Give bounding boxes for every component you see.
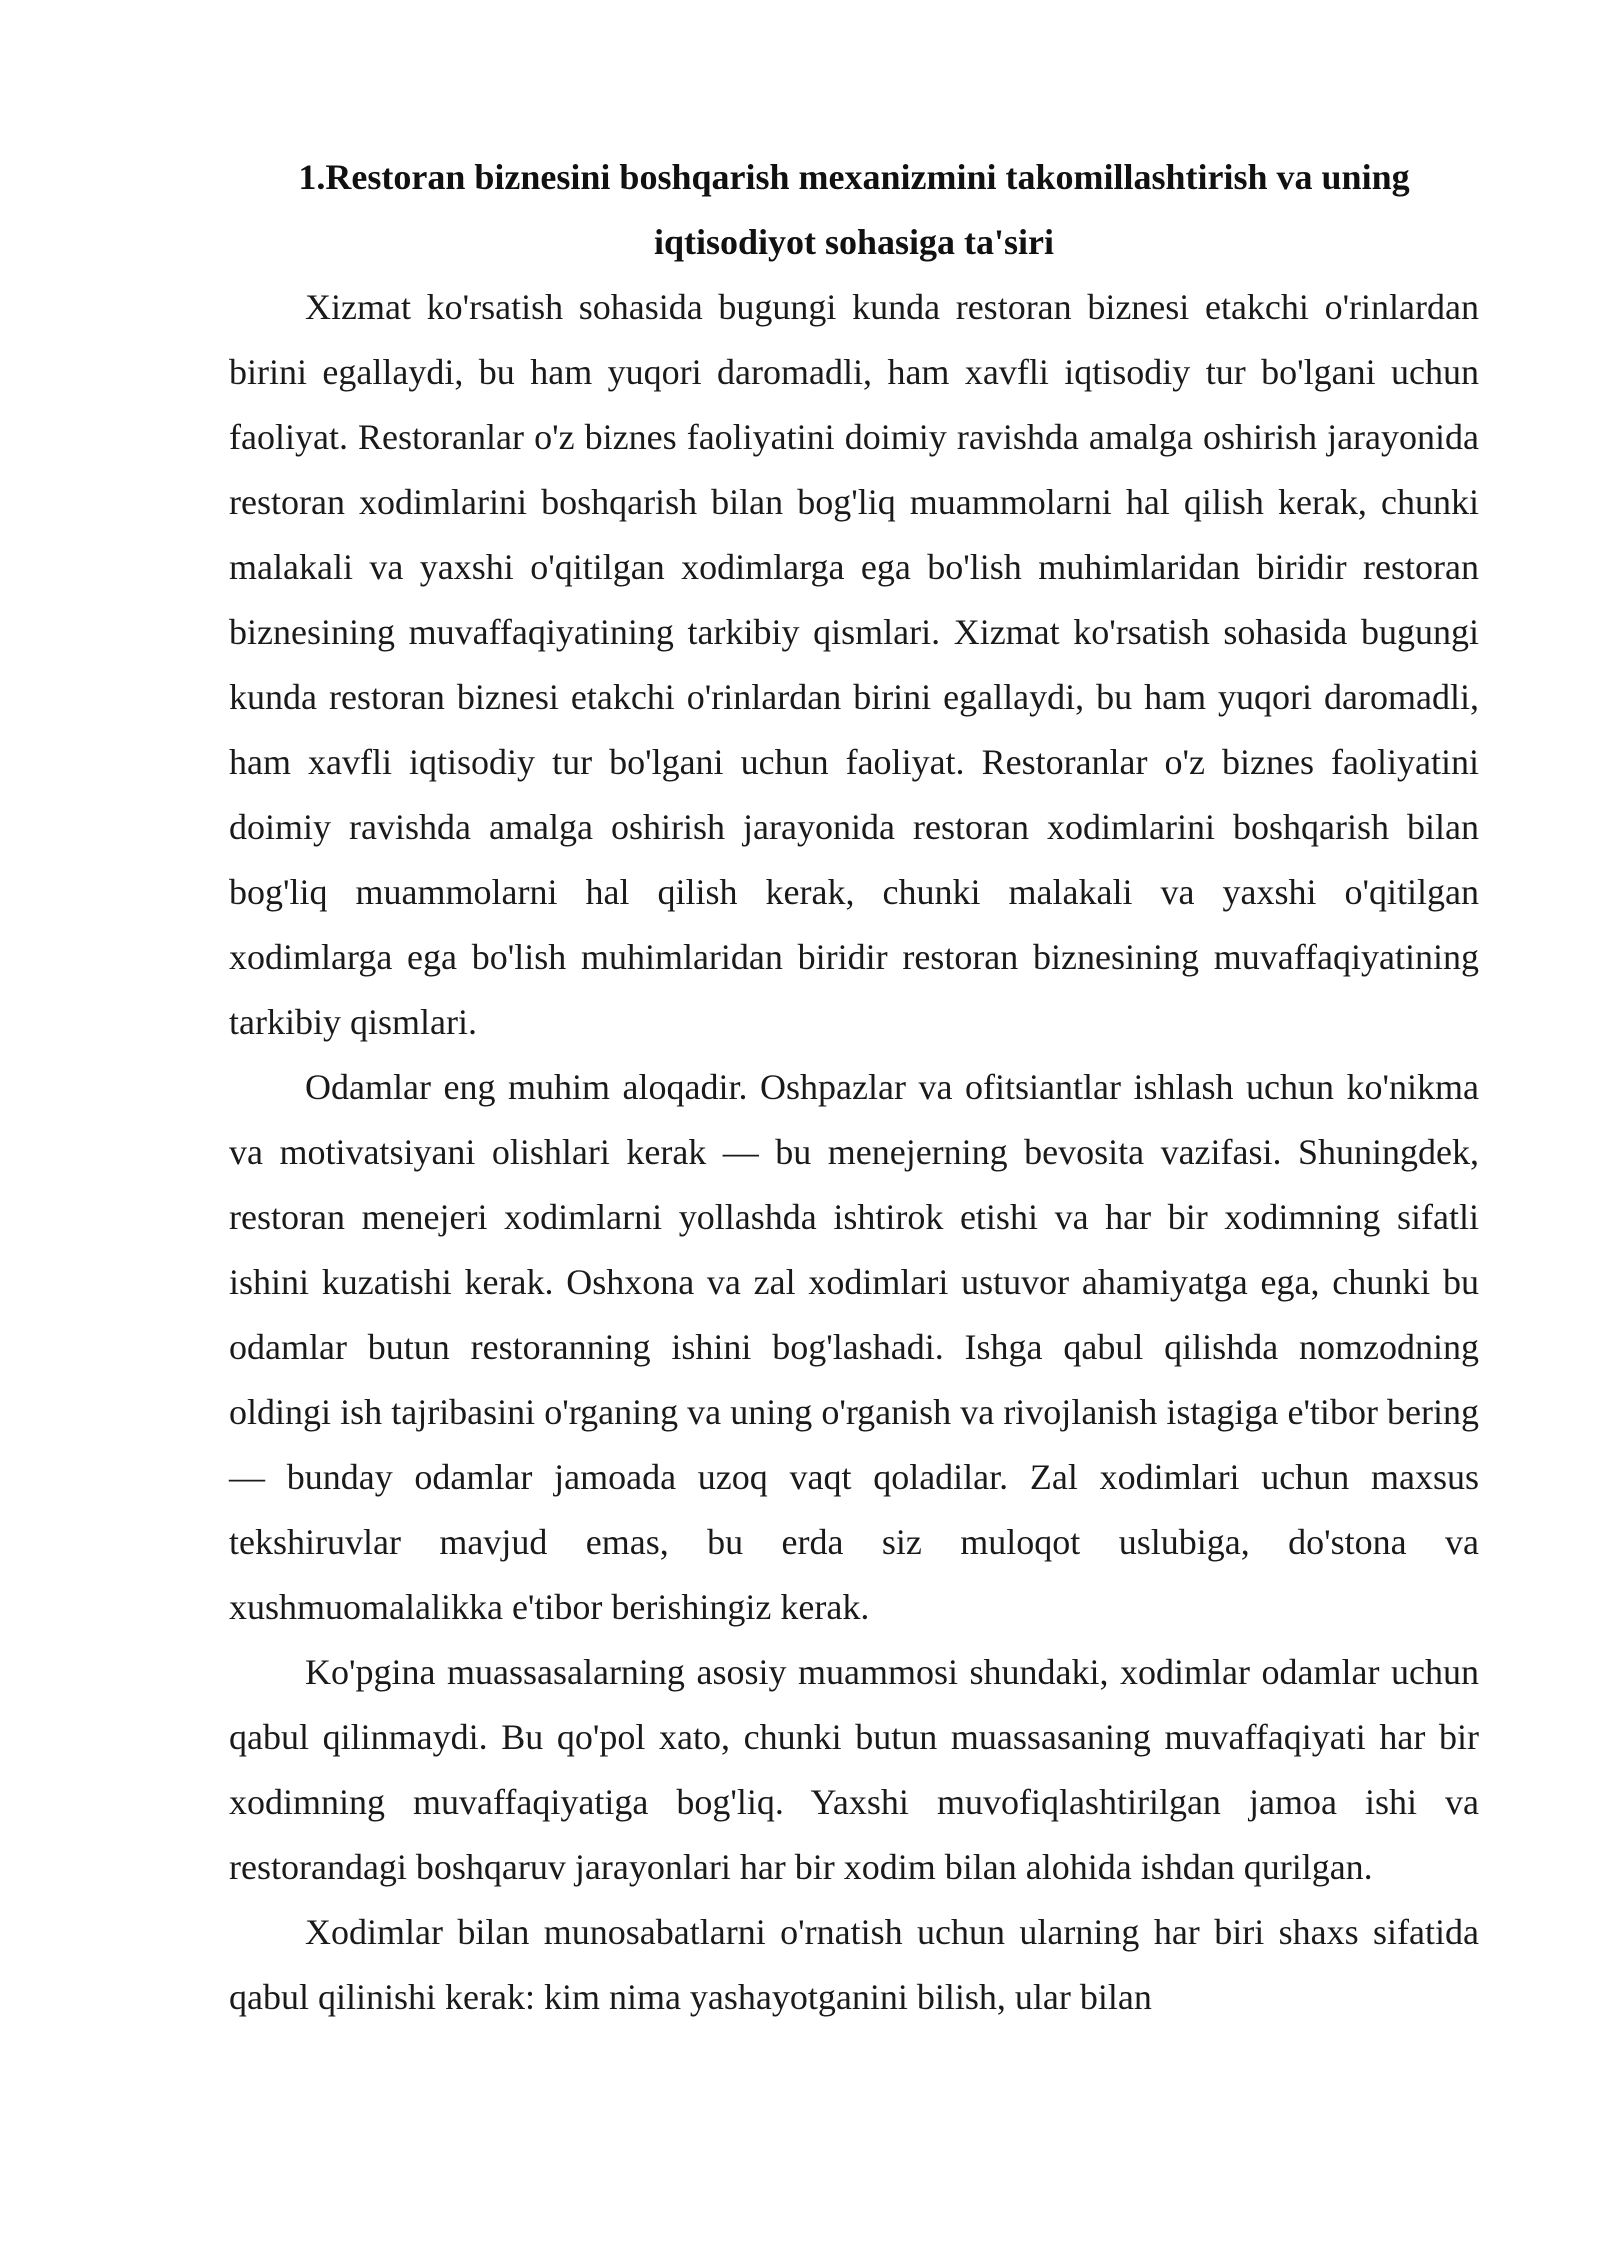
- document-body: [229, 145, 1479, 2030]
- document-title-line-1: 1.Restoran biznesini boshqarish mexanizmini takomillashtirish va uning: [298, 157, 1410, 197]
- paragraph-4: Xodimlar bilan munosabatlarni o'rnatish uchun ularning har biri shaxs sifatida qabul qilinishi kerak: kim nima yashayotganini bilish, ular bilan: [229, 1912, 1479, 2017]
- paragraph-1: Xizmat ko'rsatish sohasida bugungi kunda restoran biznesi etakchi o'rinlardan birini egallaydi, bu ham yuqori daromadli, ham xavfli iqtisodiy tur bo'lgani uchun faoliyat. Restoranlar o'z biznes faoliyatini doimiy ravishda amalga oshirish jarayonida restoran xodimlarini boshqarish bilan bog'liq muammolarni hal qilish kerak, chunki malakali va yaxshi o'qitilgan xodimlarga ega bo'lish muhimlaridan biridir restoran biznesining muvaffaqiyatining tarkibiy qismlari. Xizmat ko'rsatish sohasida bugungi kunda restoran biznesi etakchi o'rinlardan birini egallaydi, bu ham yuqori daromadli, ham xavfli iqtisodiy tur bo'lgani uchun faoliyat. Restoranlar o'z biznes faoliyatini doimiy ravishda amalga oshirish jarayonida restoran xodimlarini boshqarish bilan bog'liq muammolarni hal qilish kerak, chunki malakali va yaxshi o'qitilgan xodimlarga ega bo'lish muhimlaridan biridir restoran biznesining muvaffaqiyatining tarkibiy qismlari.: [229, 287, 1479, 1042]
- paragraph-3: Ko'pgina muassasalarning asosiy muammosi shundaki, xodimlar odamlar uchun qabul qilinmaydi. Bu qo'pol xato, chunki butun muassasaning muvaffaqiyati har bir xodimning muvaffaqiyatiga bog'liq. Yaxshi muvofiqlashtirilgan jamoa ishi va restorandagi boshqaruv jarayonlari har bir xodim bilan alohida ishdan qurilgan.: [229, 1652, 1479, 1887]
- document-title: [229, 145, 1479, 275]
- document-title-line-2: iqtisodiyot sohasiga ta'siri: [653, 222, 1055, 262]
- paragraph-2: Odamlar eng muhim aloqadir. Oshpazlar va ofitsiantlar ishlash uchun ko'nikma va motivatsiyani olishlari kerak — bu menejerning bevosita vazifasi. Shuningdek, restoran menejeri xodimlarni yollashda ishtirok etishi va har bir xodimning sifatli ishini kuzatishi kerak. Oshxona va zal xodimlari ustuvor ahamiyatga ega, chunki bu odamlar butun restoranning ishini bog'lashadi. Ishga qabul qilishda nomzodning oldingi ish tajribasini o'rganing va uning o'rganish va rivojlanish istagiga e'tibor bering — bunday odamlar jamoada uzoq vaqt qoladilar. Zal xodimlari uchun maxsus tekshiruvlar mavjud emas, bu erda siz muloqot uslubiga, do'stona va xushmuomalalikka e'tibor berishingiz kerak.: [229, 1067, 1479, 1627]
